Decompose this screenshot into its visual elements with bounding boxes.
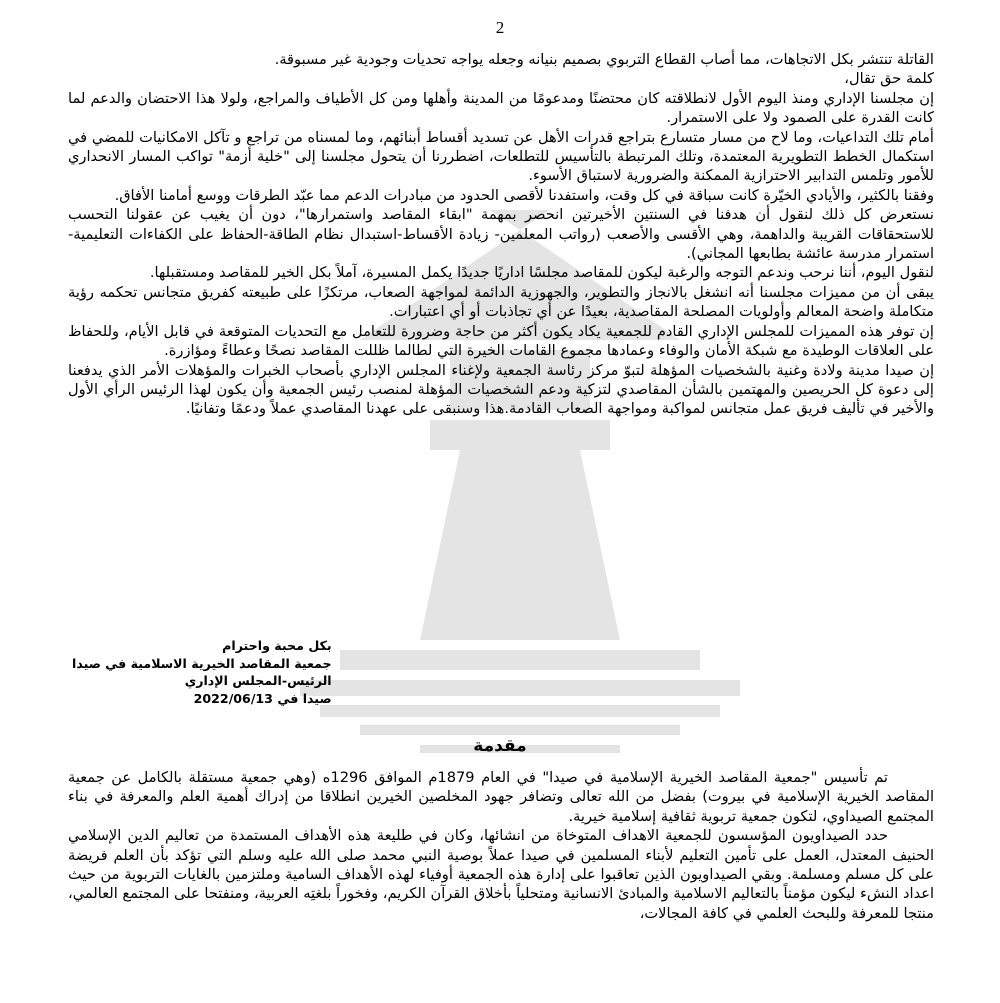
body-paragraph: نستعرض كل ذلك لنقول أن هدفنا في السنتين الأخيرتين انحصر بمهمة "ابقاء المقاصد واستمرارها"، دون أن يغيب عن عقولنا التحسب للاستحقاقات القريبة والداهمة، وهي الأقسى والأصعب (رواتب المعلمين- زيادة الأقساط-استبدال نظام الطاقة-الحفاظ على الكفاءات التعليمية-استمرار مدرسة عائشة بطابعها المجاني).: [68, 206, 934, 263]
body-paragraph: وفقنا بالكثير، والأيادي الخيّرة كانت سباقة في كل وقت، واستفدنا لأقصى الحدود من مبادرات الدعم مما عبّد الطرقات ووسع أمامنا الأفاق.: [114, 186, 934, 204]
body-paragraph: إن توفر هذه المميزات للمجلس الإداري القادم للجمعية يكاد يكون أكثر من حاجة وضرورة للتعامل مع التحديات المتوقعة في قابل الأيام، وللحفاظ على العلاقات الوطيدة مع شبكة الأمان والوفاء وعمادها مجموع القامات الخيرة التي لطالما ظللت المقاصد نصحًا وعطاءً ومؤازرة.: [68, 322, 934, 360]
body-paragraph: إن صيدا مدينة ولادة وغنية بالشخصيات المؤهلة لتبوّ مركز رئاسة الجمعية ولإغناء المجلس الإداري بأصحاب الخبرات والمؤهلات الأمر الذي يدفعنا إلى دعوة كل الحريصين والمهتمين بالشأن المقاصدي لتزكية ودعم الشخصيات المؤهلة لمنصب رئيس الجمعية وأن يكون لهذا الرئيس الرأي الأول والأخير في تأليف فريق عمل متجانس لمواكبة ومواجهة الصعاب القادمة.هذا وسنبقى على عهدنا المقاصدي عملاً ودعمًا وتفانيًا.: [68, 361, 934, 418]
intro-section: [68, 768, 934, 923]
section-title: مقدمة: [473, 736, 527, 756]
signature-date: صيدا في 2022/06/13: [193, 690, 332, 706]
signature-title: الرئيس-المجلس الإداري: [184, 673, 332, 688]
body-paragraph: كلمة حق تقال،: [844, 70, 934, 88]
body-paragraph: يبقى أن من مميزات مجلسنا أنه انشغل بالانجاز والتطوير، والجهوزية الدائمة لمواجهة الصعاب، مرتكزًا على طبيعته كفريق متجانس تحكمه رؤية متكاملة واضحة المعالم وأولويات المصلحة المقاصدية، بعيدًا عن أي تجاذبات أو أي اعتبارات.: [68, 283, 934, 321]
page-number: 2: [495, 18, 505, 37]
body-paragraph: إن مجلسنا الإداري ومنذ اليوم الأول لانطلاقته كان محتضنًا ومدعومًا من المدينة وأهلها ومن كل الأطياف والمراجع، ولولا هذا الاحتضان والدعم لما كانت القدرة على الصمود ولا على الاستمرار.: [68, 89, 934, 127]
main-letter-body: [68, 50, 934, 419]
body-paragraph: القاتلة تنتشر بكل الاتجاهات، مما أصاب القطاع التربوي بصميم بنيانه وجعله يواجه تحديات وجودية غير مسبوقة.: [274, 51, 934, 68]
body-paragraph: لنقول اليوم، أننا نرحب وندعم التوجه والرغبة ليكون للمقاصد مجلسًا اداريًا جديدًا يكمل المسيرة، آملاً بكل الخير للمقاصد ومستقبلها.: [149, 264, 934, 282]
body-paragraph: أمام تلك التداعيات، وما لاح من مسار متسارع بتراجع قدرات الأهل عن تسديد أقساط أبنائهم، وما لمسناه من تراجع و تآكل الامكانيات للمضي في استكمال الخطط التطويرية المعتمدة، وتلك المرتبطة بالتأسيس للتطلعات، اضطررنا أن يتحول مجلسنا إلى "خلية أزمة" تواكب المسار الانحداري للأمور وتلمس التدابير الاحترازية الممكنة والضرورية لاستباق الأسوء.: [68, 128, 934, 185]
signature-block: [72, 637, 332, 707]
signature-organization: جمعية المقاصد الخيرية الاسلامية في صيدا: [72, 655, 332, 671]
signature-greeting: بكل محبة واحترام: [222, 638, 332, 653]
intro-paragraph: تم تأسيس "جمعية المقاصد الخيرية الإسلامية في صيدا" في العام 1879م الموافق 1296ه (وهي جمعية مستقلة بالكامل عن جمعية المقاصد الخيرية الإسلامية في بيروت) بفضل من الله تعالى وتضافر جهود المخلصين الخيرين انطلاقا من إدراك أهمية العلم والمعرفة في بناء المجتمع الصيداوي، لتكون جمعية تربوية ثقافية إسلامية خيرية.: [68, 769, 934, 825]
intro-paragraph: حدد الصيداويون المؤسسون للجمعية الاهداف المتوخاة من انشائها، وكان في طليعة هذه الأهداف المستمدة من تعاليم الدين الإسلامي الحنيف المعتدل، العمل على تأمين التعليم لأبناء المسلمين في صيدا عملاً بوصية النبي محمد صلى الله عليه وسلم التي تؤكد بأن العلم فريضة على كل مسلم ومسلمة. وبقي الصيداويون الذين تعاقبوا على إدارة هذه الجمعية أوفياء لهذه الأهداف السامية وملتزمين بالغايات التربوية من حيث اعداد النشء ليكون مؤمناً بالتعاليم الاسلامية والمبادئ الانسانية ومتحلياً بأخلاق القرآن الكريم، وفخوراً بلغتِه العربية، ومنفتحا على المجتمع العالمي، منتجا للمعرفة وللبحث العلمي في كافة المجالات،: [68, 827, 934, 922]
